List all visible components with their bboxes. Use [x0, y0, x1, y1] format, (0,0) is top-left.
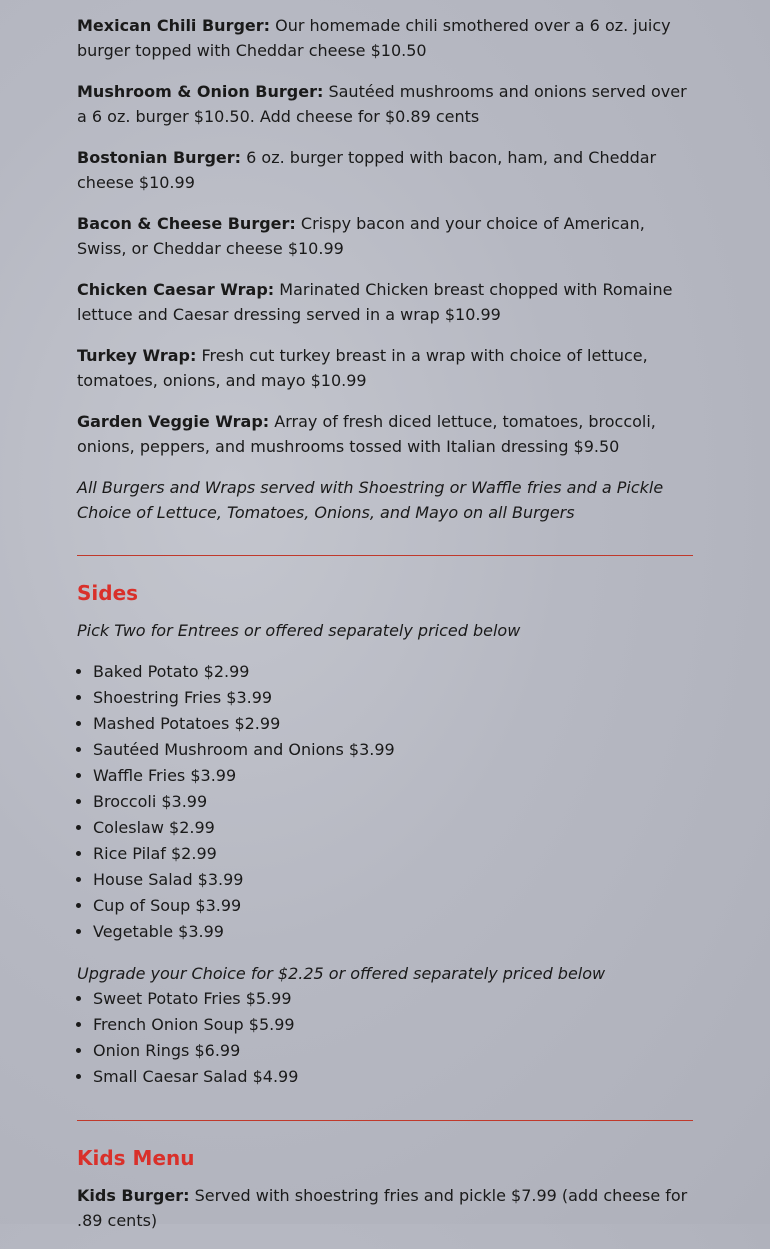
menu-item — [77, 1183, 693, 1233]
sides-section — [77, 580, 693, 1090]
item-desc: Our homemade chili smothered over a 6 oz. juicy burger topped with Cheddar cheese $10.50 — [77, 16, 671, 60]
item-desc: Fresh cut turkey breast in a wrap with choice of lettuce, tomatoes, onions, and mayo $10.99 — [77, 346, 648, 390]
burgers-note: All Burgers and Wraps served with Shoestring or Waffle fries and a Pickle Choice of Lettuce, Tomatoes, Onions, and Mayo on all Burgers — [77, 478, 664, 522]
menu-item — [77, 277, 693, 327]
section-divider — [77, 1120, 693, 1121]
menu-item — [77, 343, 693, 393]
list-item: • Sautéed Mushroom and Onions $3.99 — [93, 737, 693, 763]
item-name: Bostonian Burger: — [77, 148, 242, 167]
menu-item — [77, 211, 693, 261]
item-desc: Array of fresh diced lettuce, tomatoes, broccoli, onions, peppers, and mushrooms tossed with Italian dressing $9.50 — [77, 412, 656, 456]
list-item: • Rice Pilaf $2.99 — [93, 841, 693, 867]
item-name: Turkey Wrap: — [77, 346, 197, 365]
item-name: Garden Veggie Wrap: — [77, 412, 270, 431]
item-desc: 6 oz. burger topped with bacon, ham, and Cheddar cheese $10.99 — [77, 148, 657, 192]
list-item: • Cup of Soup $3.99 — [93, 893, 693, 919]
list-item: • French Onion Soup $5.99 — [93, 1012, 693, 1038]
list-item: • Baked Potato $2.99 — [93, 659, 693, 685]
list-item: • Waffle Fries $3.99 — [93, 763, 693, 789]
item-desc: Marinated Chicken breast chopped with Romaine lettuce and Caesar dressing served in a wrap $10.99 — [77, 280, 673, 324]
list-item: • Onion Rings $6.99 — [93, 1038, 693, 1064]
list-item: • Vegetable $3.99 — [93, 919, 693, 945]
upgrade-list — [77, 986, 693, 1090]
item-name: Mushroom & Onion Burger: — [77, 82, 324, 101]
item-desc: Sautéed mushrooms and onions served over a 6 oz. burger $10.50. Add cheese for $0.89 cents — [77, 82, 687, 126]
kids-title: Kids Menu — [77, 1146, 195, 1170]
sides-list — [77, 659, 693, 945]
item-name: Bacon & Cheese Burger: — [77, 214, 296, 233]
sides-title: Sides — [77, 581, 139, 605]
list-item: • House Salad $3.99 — [93, 867, 693, 893]
menu-item — [77, 79, 693, 129]
menu-item — [77, 409, 693, 459]
item-desc: Served with shoestring fries and pickle $7.99 (add cheese for .89 cents) — [77, 1186, 688, 1230]
item-name: Chicken Caesar Wrap: — [77, 280, 275, 299]
kids-section — [77, 1145, 693, 1233]
list-item: • Sweet Potato Fries $5.99 — [93, 986, 693, 1012]
item-desc: Crispy bacon and your choice of American, Swiss, or Cheddar cheese $10.99 — [77, 214, 645, 258]
list-item: • Small Caesar Salad $4.99 — [93, 1064, 693, 1090]
list-item: • Mashed Potatoes $2.99 — [93, 711, 693, 737]
sides-note: Pick Two for Entrees or offered separately priced below — [77, 621, 521, 640]
item-name: Kids Burger: — [77, 1186, 190, 1205]
section-divider — [77, 555, 693, 556]
list-item: • Coleslaw $2.99 — [93, 815, 693, 841]
menu-item — [77, 145, 693, 195]
menu-item — [77, 13, 693, 63]
burgers-wraps-section — [77, 13, 693, 525]
item-name: Mexican Chili Burger: — [77, 16, 271, 35]
list-item: • Broccoli $3.99 — [93, 789, 693, 815]
upgrade-note: Upgrade your Choice for $2.25 or offered separately priced below — [77, 964, 606, 983]
menu-content — [77, 0, 693, 1249]
list-item: • Shoestring Fries $3.99 — [93, 685, 693, 711]
